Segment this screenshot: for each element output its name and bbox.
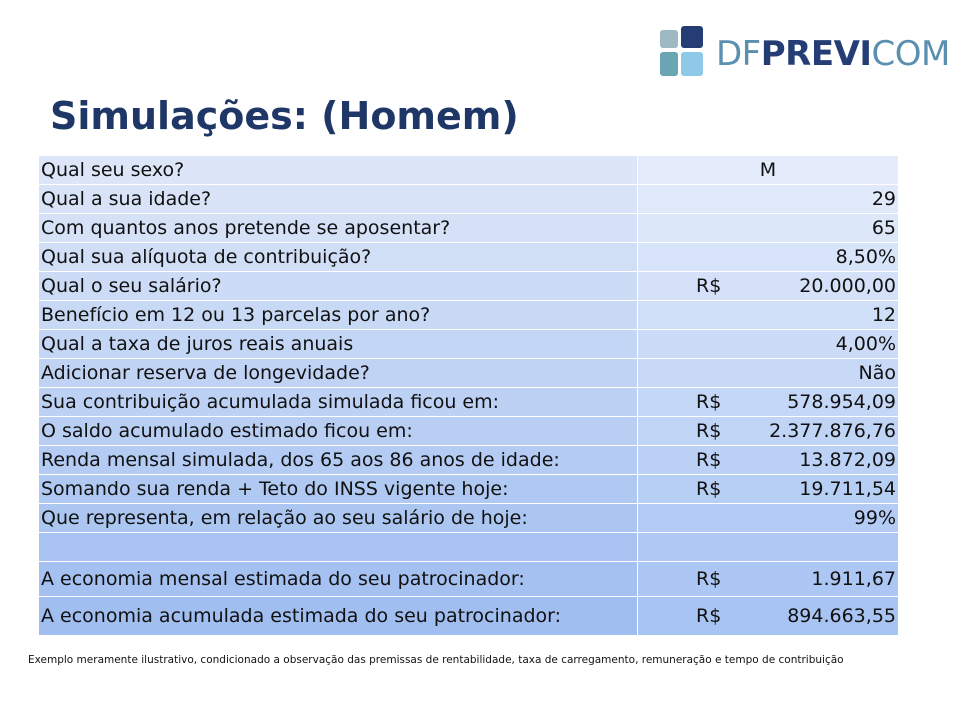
table-row xyxy=(39,185,899,214)
table-row xyxy=(39,359,899,388)
currency-symbol: R$ xyxy=(696,275,722,297)
answer-value: 99% xyxy=(853,507,896,529)
answer-value: 4,00% xyxy=(835,333,896,355)
table-row xyxy=(39,330,899,359)
question-cell: Com quantos anos pretende se aposentar? xyxy=(39,214,638,243)
answer-value: 894.663,55 xyxy=(787,605,896,627)
answer-value: 19.711,54 xyxy=(799,478,896,500)
currency-symbol: R$ xyxy=(696,449,722,471)
question-cell: Renda mensal simulada, dos 65 aos 86 anos de idade: xyxy=(39,446,638,475)
question-cell: A economia mensal estimada do seu patrocinador: xyxy=(39,562,638,597)
answer-cell xyxy=(638,156,899,185)
table-row xyxy=(39,417,899,446)
answer-cell xyxy=(638,597,899,636)
currency-symbol: R$ xyxy=(696,478,722,500)
question-cell: Somando sua renda + Teto do INSS vigente hoje: xyxy=(39,475,638,504)
table-row xyxy=(39,272,899,301)
answer-value: 1.911,67 xyxy=(811,568,896,590)
question-cell: Benefício em 12 ou 13 parcelas por ano? xyxy=(39,301,638,330)
question-cell: O saldo acumulado estimado ficou em: xyxy=(39,417,638,446)
answer-value: 29 xyxy=(871,188,896,210)
currency-symbol: R$ xyxy=(696,420,722,442)
currency-symbol: R$ xyxy=(696,391,722,413)
answer-value: Não xyxy=(858,362,896,384)
answer-cell xyxy=(638,475,899,504)
question-cell: Qual sua alíquota de contribuição? xyxy=(39,243,638,272)
answer-cell xyxy=(638,504,899,533)
question-cell: Adicionar reserva de longevidade? xyxy=(39,359,638,388)
answer-cell xyxy=(638,417,899,446)
answer-value: 65 xyxy=(871,217,896,239)
question-cell: A economia acumulada estimada do seu patrocinador: xyxy=(39,597,638,636)
page-title: Simulações: (Homem) xyxy=(50,94,519,138)
question-cell: Qual a sua idade? xyxy=(39,185,638,214)
question-cell: Qual seu sexo? xyxy=(39,156,638,185)
answer-cell xyxy=(638,359,899,388)
answer-cell xyxy=(638,533,899,562)
answer-value: 2.377.876,76 xyxy=(769,420,896,442)
answer-value: 578.954,09 xyxy=(787,391,896,413)
footnote: Exemplo meramente ilustrativo, condicionado a observação das premissas de rentabilidade, taxa de carregamento, remuneração e tempo de contribuição xyxy=(28,654,844,666)
answer-cell xyxy=(638,272,899,301)
answer-cell xyxy=(638,214,899,243)
question-cell: Qual o seu salário? xyxy=(39,272,638,301)
answer-cell xyxy=(638,562,899,597)
table-row xyxy=(39,214,899,243)
answer-value: 20.000,00 xyxy=(799,275,896,297)
table-row xyxy=(39,243,899,272)
table-row xyxy=(39,475,899,504)
answer-cell xyxy=(638,446,899,475)
answer-cell xyxy=(638,301,899,330)
answer-value: 13.872,09 xyxy=(799,449,896,471)
question-cell xyxy=(39,533,638,562)
table-row xyxy=(39,388,899,417)
question-cell: Que representa, em relação ao seu salário de hoje: xyxy=(39,504,638,533)
answer-value: 8,50% xyxy=(835,246,896,268)
currency-symbol: R$ xyxy=(696,568,722,590)
answer-value: M xyxy=(759,159,777,181)
table-row xyxy=(39,597,899,636)
table-row xyxy=(39,533,899,562)
table-row xyxy=(39,301,899,330)
answer-cell xyxy=(638,185,899,214)
answer-cell xyxy=(638,388,899,417)
table-row xyxy=(39,562,899,597)
question-cell: Sua contribuição acumulada simulada ficou em: xyxy=(39,388,638,417)
simulation-table xyxy=(38,155,899,636)
currency-symbol: R$ xyxy=(696,605,722,627)
logo-wordmark: DFPREVICOM xyxy=(716,34,950,74)
logo-squares-icon xyxy=(660,26,710,80)
dfprevicom-logo xyxy=(660,26,950,80)
answer-cell xyxy=(638,243,899,272)
question-cell: Qual a taxa de juros reais anuais xyxy=(39,330,638,359)
table-row xyxy=(39,504,899,533)
answer-cell xyxy=(638,330,899,359)
table-row xyxy=(39,446,899,475)
answer-value: 12 xyxy=(871,304,896,326)
table-row xyxy=(39,156,899,185)
